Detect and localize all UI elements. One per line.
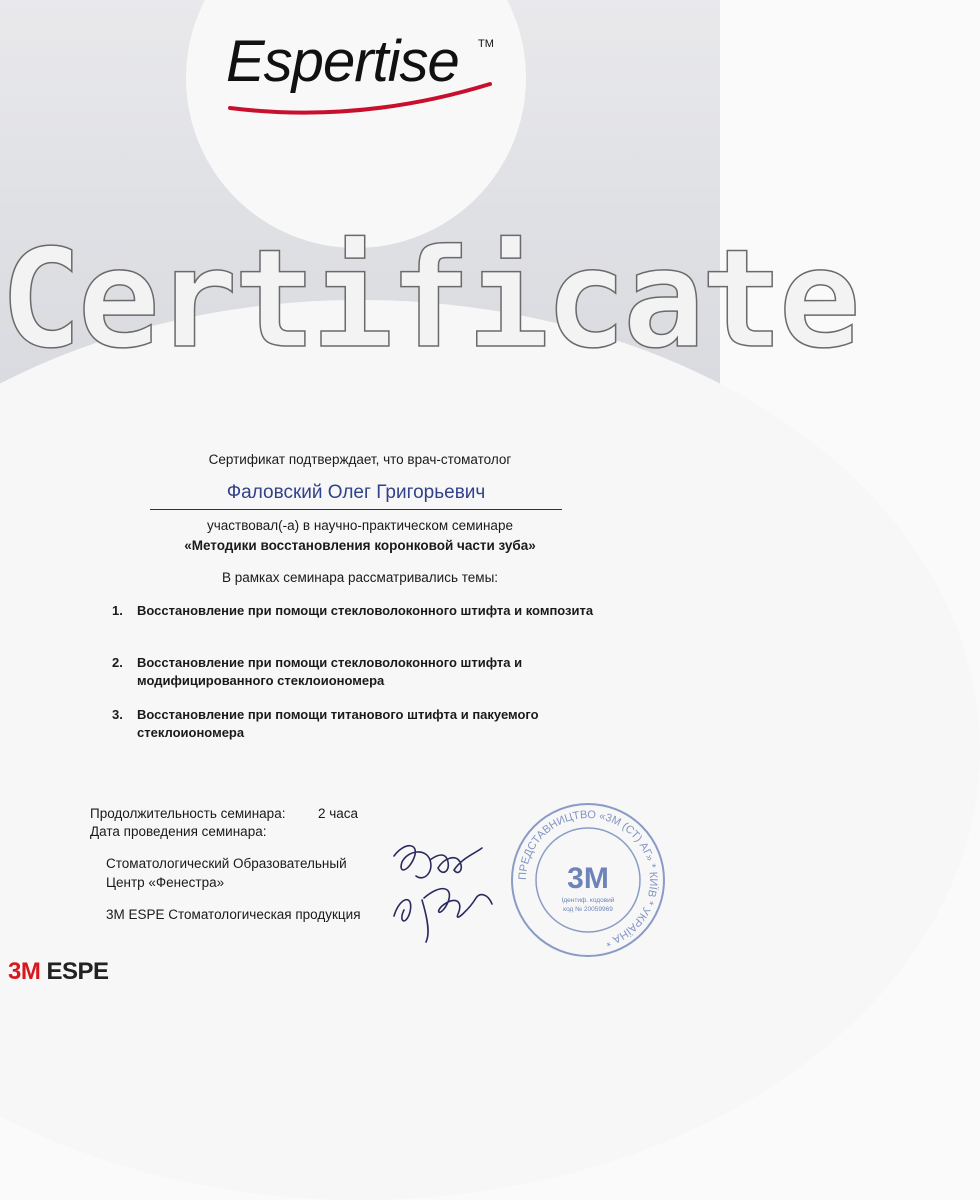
stamp-3m-logo: 3M xyxy=(567,862,609,895)
holder-name: Фаловский Олег Григорьевич xyxy=(226,482,486,503)
brand-logo xyxy=(8,958,109,986)
name-underline xyxy=(150,509,562,510)
topic-text: Восстановление при помощи стекловолоконного штифта и композита xyxy=(137,603,594,618)
stamp-code-line: Ідентиф. кодовий xyxy=(561,897,615,904)
organizer-name: Стоматологический Образовательный xyxy=(106,856,347,871)
trademark-mark: TM xyxy=(478,38,494,50)
duration-value: 2 часа xyxy=(318,806,359,821)
participation-text: участвовал(-а) в научно-практическом семинаре xyxy=(207,518,513,533)
certificate-title: Certificate xyxy=(0,221,857,379)
duration-label: Продолжительность семинара: xyxy=(90,806,286,821)
brand-3m-mark: 3M xyxy=(8,958,41,985)
brand-espe-name: ESPE xyxy=(46,958,109,985)
background-arc xyxy=(0,300,980,1200)
topic-text: Восстановление при помощи титанового штифта и пакуемого стеклоиономера xyxy=(137,707,539,740)
organizer-name: Центр «Фенестра» xyxy=(106,875,225,890)
logo-swoosh-icon xyxy=(220,78,500,118)
topic-number: 3. xyxy=(112,707,123,722)
topics-intro: В рамках семинара рассматривались темы: xyxy=(221,570,499,585)
date-label: Дата проведения семинара: xyxy=(90,824,267,839)
espertise-logo: Espertise xyxy=(226,29,459,94)
seminar-name: «Методики восстановления коронковой части зуба» xyxy=(184,538,536,553)
intro-text: Сертификат подтверждает, что врач-стоматолог xyxy=(208,452,512,467)
topic-number: 1. xyxy=(112,603,123,618)
official-stamp xyxy=(508,800,668,960)
organizer-name: 3M ESPE Стоматологическая продукция xyxy=(106,907,361,922)
signature-lower xyxy=(384,876,500,946)
stamp-ring-text: ПРЕДСТАВНИЦТВО «3М (СТ) АГ» * КИЇВ * УКРАЇНА * xyxy=(516,808,660,949)
topic-text: Восстановление при помощи стекловолоконного штифта и модифицированного стеклоиономера xyxy=(137,655,523,688)
stamp-code-line: код № 20059969 xyxy=(563,906,613,913)
topic-number: 2. xyxy=(112,655,123,670)
